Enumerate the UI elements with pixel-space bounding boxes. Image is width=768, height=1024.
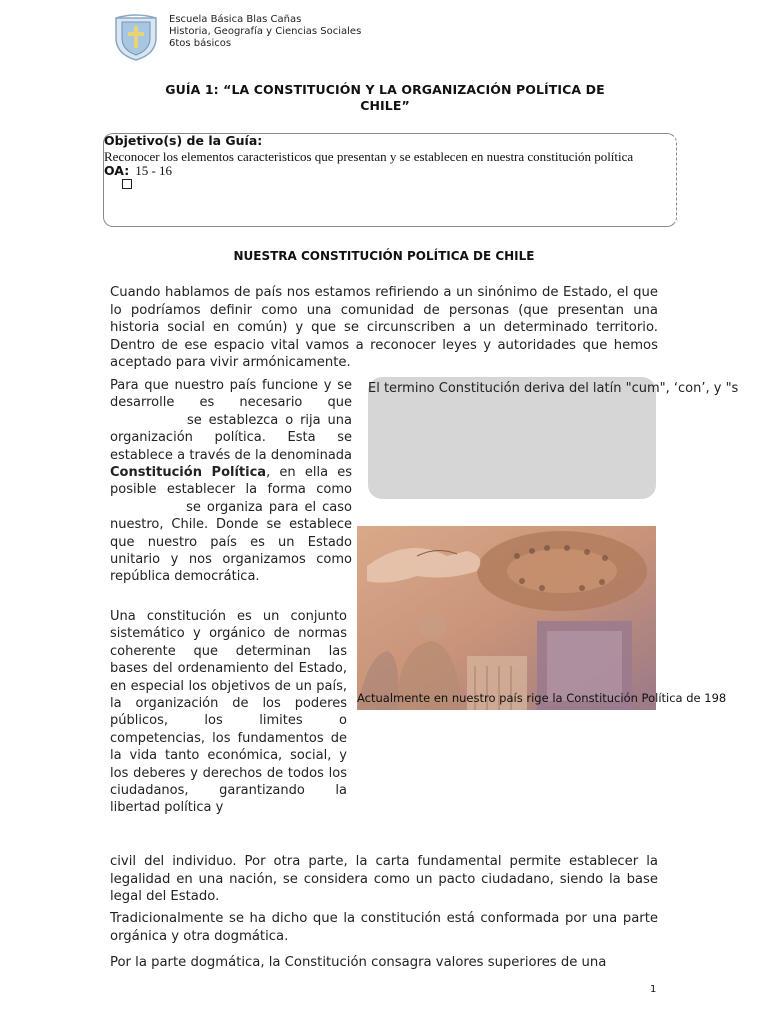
left-paragraph-2: Una constitución es un conjunto sistemático y orgánico de normas coherente que determinan las bases del ordenamiento del Estado, en especial los objetivos de un país, la organización de los poderes públicos, los limites o competencias, los fundamentos de la vida tanto económica, social, y los deberes y derechos de todos los ciudadanos, garantizando la libertad política y [110, 609, 347, 816]
paragraph-organic-dogmatic: Tradicionalmente se ha dicho que la constitución está conformada por una parte orgánica y otra dogmática. [110, 911, 658, 944]
left1-part-b: se establezca o rija una organización política. Esta se establece a través de la denominada [110, 412, 352, 463]
continuation-paragraph: civil del individuo. Por otra parte, la carta fundamental permite establecer la legalidad en una nación, se considera como un pacto ciudadano, siendo la base legal del Estado. [110, 854, 658, 904]
objective-label: Objetivo(s) de la Guía: [104, 133, 263, 148]
school-logo [112, 12, 160, 62]
school-header [169, 14, 361, 50]
left1-part-c: , en ella es posible establecer la forma como [110, 465, 353, 498]
left-paragraph-1 [110, 377, 352, 586]
guide-title [150, 82, 620, 114]
objective-text: Reconocer los elementos caracteristicos que presentan y se establecen en nuestra constitución política [104, 149, 634, 164]
left1-part-d: se organiza para el caso nuestro, Chile. Donde se establece que nuestro país es un Estado unitario y nos organizamos como república democrática. [110, 499, 352, 585]
paragraph-dogmatic-part: Por la parte dogmática, la Constitución consagra valores superiores de una [110, 955, 607, 970]
oa-line [104, 163, 172, 179]
page-number: 1 [650, 984, 657, 995]
intro-paragraph: Cuando hablamos de país nos estamos refiriendo a un sinónimo de Estado, el que lo podríamos definir como una comunidad de personas (que presentan una historia social en común) y que se circunscriben a un determinado territorio. Dentro de ese espacio vital vamos a reconocer leyes y autoridades que hemos aceptado para vivir armónicamente. [110, 285, 658, 370]
left1-part-a: Para que nuestro país funcione y se desarrolle es necesario que [110, 378, 352, 411]
guide-title-line2: CHILE” [360, 98, 410, 113]
definition-text: El termino Constitución deriva del latín "cum", ‘con’, y "s [368, 381, 739, 396]
subject-name: Historia, Geografía y Ciencias Sociales [169, 26, 362, 37]
constitution-collage-image [357, 526, 656, 710]
image-caption: Actualmente en nuestro país rige la Constitución Política de 198 [357, 691, 727, 705]
oa-label: OA: [104, 163, 130, 178]
grade-label: 6tos básicos [169, 38, 232, 49]
oa-value: 15 - 16 [135, 163, 173, 178]
section-title: NUESTRA CONSTITUCIÓN POLÍTICA DE CHILE [233, 249, 535, 263]
guide-title-line1: GUÍA 1: “LA CONSTITUCIÓN Y LA ORGANIZACIÓN POLÍTICA DE [165, 82, 605, 97]
checkbox-bullet-icon [122, 179, 132, 189]
constitucion-politica-term: Constitución Política [110, 465, 267, 481]
school-name: Escuela Básica Blas Cañas [169, 14, 302, 25]
